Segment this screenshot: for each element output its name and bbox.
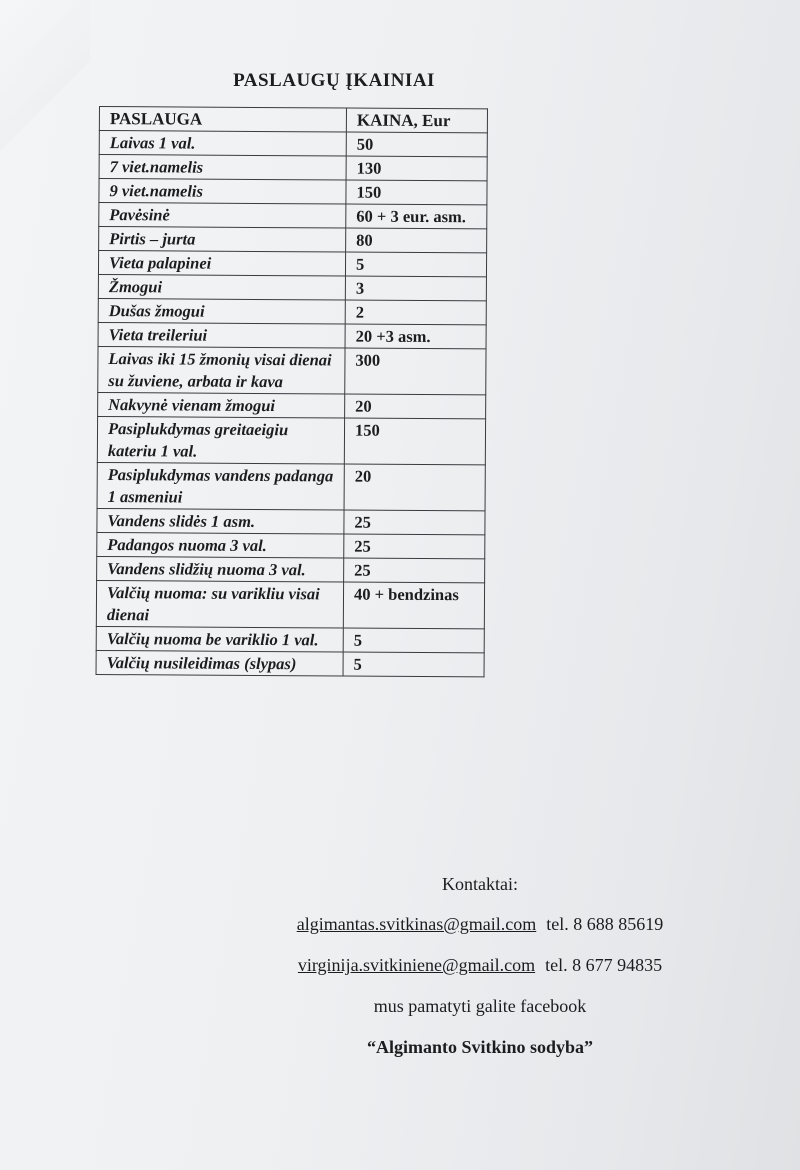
service-cell: 9 viet.namelis <box>99 179 346 205</box>
price-cell: 60 + 3 eur. asm. <box>346 204 487 229</box>
price-cell: 20 <box>345 394 486 419</box>
price-cell: 130 <box>346 156 487 181</box>
page-title: PASLAUGŲ ĮKAINIAI <box>233 70 435 91</box>
price-table <box>96 106 488 677</box>
table-row <box>98 392 486 418</box>
price-cell: 25 <box>344 558 485 583</box>
table-row <box>97 416 485 464</box>
header-service: PASLAUGA <box>99 107 346 133</box>
table-row <box>98 251 486 277</box>
price-cell: 25 <box>344 510 485 535</box>
price-cell: 40 + bendzinas <box>343 582 484 629</box>
price-cell: 20 <box>344 464 485 511</box>
table-row <box>96 580 484 628</box>
service-cell: Pirtis – jurta <box>99 227 346 253</box>
phone-2: tel. 8 677 94835 <box>545 955 663 975</box>
table-row <box>99 203 487 229</box>
table-row <box>98 298 486 324</box>
service-cell: Žmogui <box>98 274 345 300</box>
service-cell: Pasiplukdymas vandens padanga 1 asmeniui <box>97 462 344 510</box>
price-rows <box>96 131 487 677</box>
table-row <box>97 532 485 558</box>
table-row <box>96 626 484 652</box>
service-cell: Valčių nuoma: su varikliu visai dienai <box>96 580 343 628</box>
phone-1: tel. 8 688 85619 <box>546 914 664 934</box>
table-row <box>98 274 486 300</box>
service-cell: Nakvynė vienam žmogui <box>98 392 345 418</box>
table-row <box>99 131 487 157</box>
service-cell: Padangos nuoma 3 val. <box>97 532 344 558</box>
service-cell: Laivas iki 15 žmonių visai dienai su žuviene, arbata ir kava <box>98 346 345 394</box>
table-row <box>99 227 487 253</box>
service-cell: Valčių nuoma be variklio 1 val. <box>96 626 343 652</box>
email-link-1[interactable]: algimantas.svitkinas@gmail.com <box>296 914 537 934</box>
facebook-text: mus pamatyti galite facebook <box>373 996 587 1016</box>
service-cell: Vandens slidės 1 asm. <box>97 508 344 534</box>
service-cell: Vandens slidžių nuoma 3 val. <box>97 556 344 582</box>
contact-line-2 <box>200 955 760 976</box>
contacts-title: Kontaktai: <box>442 874 518 894</box>
price-cell: 5 <box>345 252 486 277</box>
price-cell: 5 <box>343 652 484 677</box>
price-cell: 300 <box>345 348 486 395</box>
price-cell: 150 <box>344 418 485 465</box>
service-cell: Pasiplukdymas greitaeigiu kateriu 1 val. <box>97 416 344 464</box>
contact-line-1 <box>200 914 760 935</box>
service-cell: Laivas 1 val. <box>99 131 346 157</box>
service-cell: 7 viet.namelis <box>99 155 346 181</box>
service-cell: Dušas žmogui <box>98 298 345 324</box>
email-link-2[interactable]: virginija.svitkiniene@gmail.com <box>297 955 536 975</box>
header-price: KAINA, Eur <box>346 108 487 133</box>
table-row <box>97 462 485 510</box>
price-cell: 150 <box>346 180 487 205</box>
table-row <box>99 155 487 181</box>
table-row <box>98 346 486 394</box>
price-cell: 20 +3 asm. <box>345 324 486 349</box>
price-cell: 25 <box>344 534 485 559</box>
table-row <box>98 322 486 348</box>
price-cell: 50 <box>346 132 487 157</box>
table-row <box>99 179 487 205</box>
table-row <box>96 650 484 676</box>
price-cell: 80 <box>346 228 487 253</box>
price-cell: 3 <box>345 276 486 301</box>
price-cell: 2 <box>345 300 486 325</box>
price-cell: 5 <box>343 628 484 653</box>
service-cell: Vieta treileriui <box>98 322 345 348</box>
table-row <box>97 508 485 534</box>
service-cell: Valčių nusileidimas (slypas) <box>96 650 343 676</box>
service-cell: Vieta palapinei <box>98 251 345 277</box>
table-header-row <box>99 107 487 133</box>
service-cell: Pavėsinė <box>99 203 346 229</box>
table-row <box>97 556 485 582</box>
facebook-page-name: “Algimanto Svitkino sodyba” <box>366 1037 594 1057</box>
